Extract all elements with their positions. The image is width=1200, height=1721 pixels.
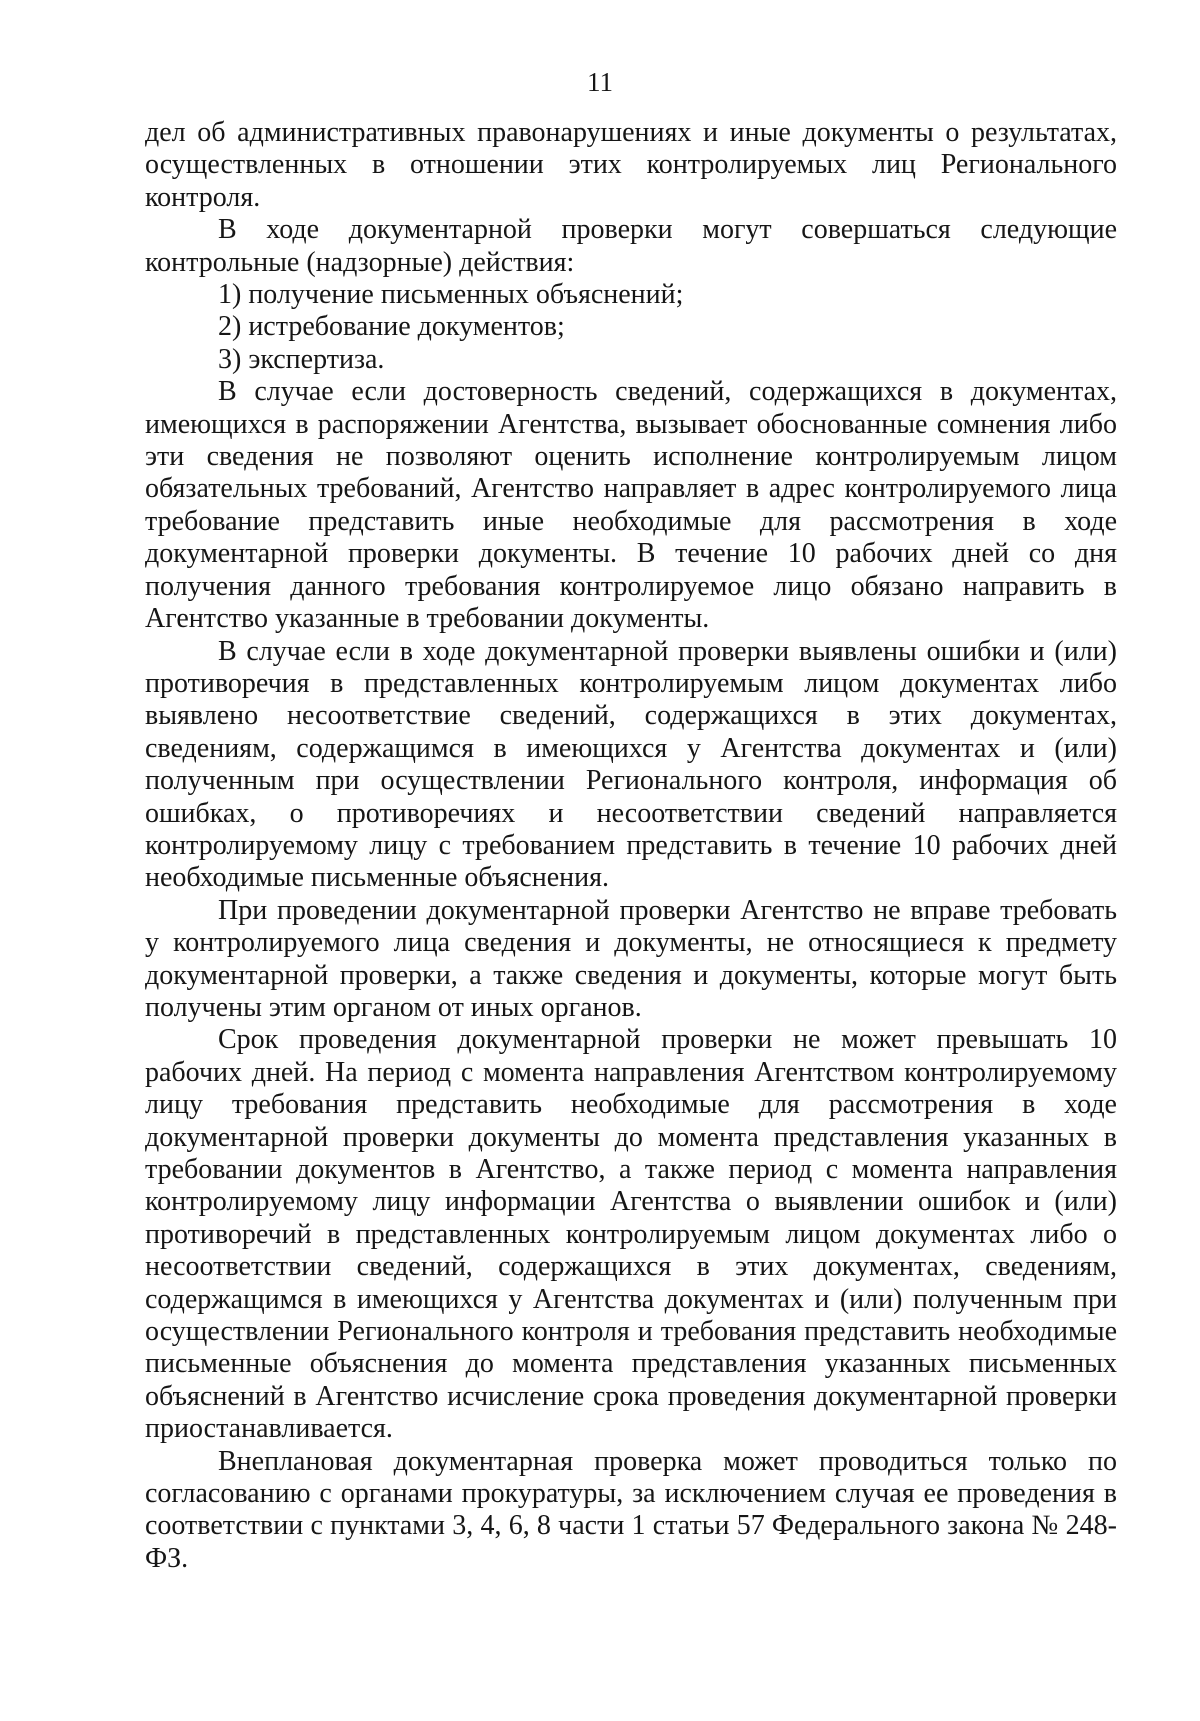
paragraph-restrictions: При проведении документарной проверки Агентство не вправе требовать у контролируемого лица сведения и документы, не относящиеся к предмету документарной проверки, а также сведения и документы, которые могут быть получены этим органом от иных органов. (145, 894, 1117, 1023)
paragraph-duration: Срок проведения документарной проверки не может превышать 10 рабочих дней. На период с момента направления Агентством контролируемому лицу требования представить необходимые для рассмотрения в ходе документарной проверки документы до момента представления указанных в требовании документов в Агентство, а также период с момента направления контролируемому лицу информации Агентства о выявлении ошибок и (или) противоречий в представленных контролируемым лицом документах либо о несоответствии сведений, содержащихся в этих документах, сведениям, содержащимся в имеющихся у Агентства документах и (или) полученным при осуществлении Регионального контроля и требования представить необходимые письменные объяснения до момента представления указанных письменных объяснений в Агентство исчисление срока проведения документарной проверки приостанавливается. (145, 1024, 1117, 1445)
list-item: 3) экспертиза. (218, 343, 385, 375)
paragraph-actions-intro: В ходе документарной проверки могут совершаться следующие контрольные (надзорные) действия: (145, 214, 1117, 278)
document-body (145, 117, 1117, 1575)
paragraph-continuation: дел об административных правонарушениях и иные документы о результатах, осуществленных в отношении этих контролируемых лиц Регионального контроля. (145, 117, 1117, 213)
paragraph-unscheduled: Внеплановая документарная проверка может проводиться только по согласованию с органами прокуратуры, за исключением случая ее проведения в соответствии с пунктами 3, 4, 6, 8 части 1 статьи 57 Федерального закона № 248-ФЗ. (145, 1445, 1117, 1574)
list-item: 2) истребование документов; (218, 311, 565, 343)
list-item: 1) получение письменных объяснений; (218, 279, 684, 311)
paragraph-errors: В случае если в ходе документарной проверки выявлены ошибки и (или) противоречия в представленных контролируемым лицом документах либо выявлено несоответствие сведений, содержащихся в этих документах, сведениям, содержащимся в имеющихся у Агентства документах и (или) полученным при осуществлении Регионального контроля, информация об ошибках, о противоречиях и несоответствии сведений направляется контролируемому лицу с требованием представить в течение 10 рабочих дней необходимые письменные объяснения. (145, 635, 1117, 894)
page-number: 11 (587, 67, 613, 97)
paragraph-document-request: В случае если достоверность сведений, содержащихся в документах, имеющихся в распоряжении Агентства, вызывает обоснованные сомнения либо эти сведения не позволяют оценить исполнение контролируемым лицом обязательных требований, Агентство направляет в адрес контролируемого лица требование представить иные необходимые для рассмотрения в ходе документарной проверки документы. В течение 10 рабочих дней со дня получения данного требования контролируемое лицо обязано направить в Агентство указанные в требовании документы. (145, 376, 1117, 635)
